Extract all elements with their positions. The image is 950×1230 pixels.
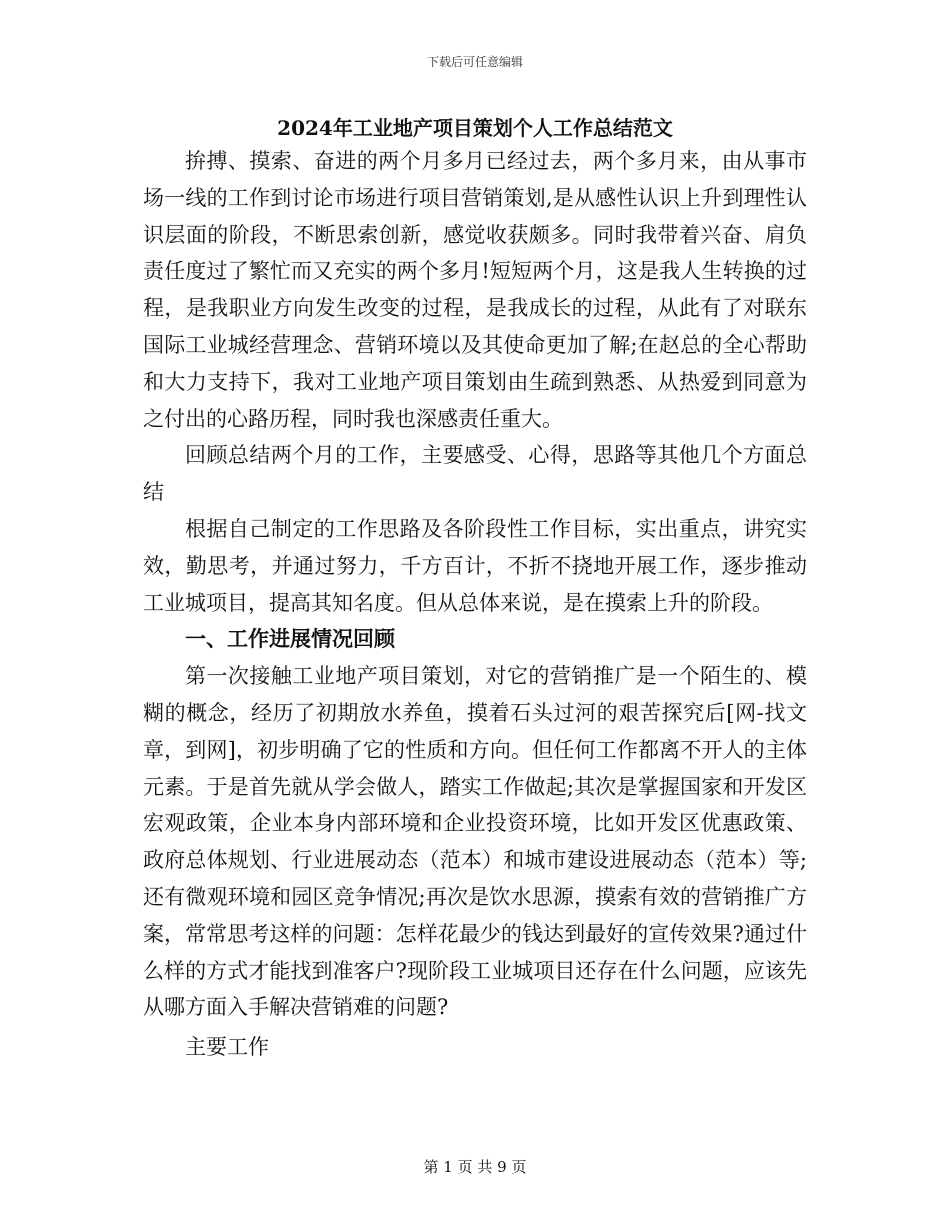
header-note: 下载后可任意编辑 — [426, 55, 523, 69]
paragraph-review-summary: 回顾总结两个月的工作，主要感受、心得，思路等其他几个方面总结 — [143, 443, 807, 505]
paragraph-progress-detail: 第一次接触工业地产项目策划，对它的营销推广是一个陌生的、模糊的概念，经历了初期放水养鱼，摸着石头过河的艰苦探究后[网-找文章，到网]，初步明确了它的性质和方向。但任何工作都离不开人的主体元素。于是首先就从学会做人，踏实工作做起;其次是掌握国家和开发区宏观政策，企业本身内部环境和企业投资环境，比如开发区优惠政策、政府总体规划、行业进展动态（范本）和城市建设进展动态（范本）等;还有微观环境和园区竞争情况;再次是饮水思源，摸索有效的营销推广方案，常常思考这样的问题：怎样花最少的钱达到最好的宣传效果?通过什么样的方式才能找到准客户?现阶段工业城项目还存在什么问题，应该先从哪方面入手解决营销难的问题? — [143, 664, 807, 1020]
paragraph-main-work: 主要工作 — [185, 1035, 269, 1060]
section-heading-progress: 一、工作进展情况回顾 — [185, 626, 395, 652]
page-number: 第 1 页 共 9 页 — [423, 1158, 527, 1176]
document-body — [143, 143, 807, 1066]
document-title: 2024年工业地产项目策划个人工作总结范文 — [277, 116, 673, 140]
paragraph-intro: 拚搏、摸索、奋进的两个月多月已经过去，两个多月来，由从事市场一线的工作到讨论市场进行项目营销策划,是从感性认识上升到理性认识层面的阶段，不断思索创新，感觉收获颇多。同时我带着兴奋、肩负责任度过了繁忙而又充实的两个多月!短短两个月，这是我人生转换的过程，是我职业方向发生改变的过程，是我成长的过程，从此有了对联东国际工业城经营理念、营销环境以及其使命更加了解;在赵总的全心帮助和大力支持下，我对工业地产项目策划由生疏到熟悉、从热爱到同意为之付出的心路历程，同时我也深感责任重大。 — [143, 149, 807, 431]
paragraph-work-approach: 根据自己制定的工作思路及各阶段性工作目标，实出重点，讲究实效，勤思考，并通过努力，千方百计，不折不挠地开展工作，逐步推动工业城项目，提高其知名度。但从总体来说，是在摸索上升的阶段。 — [143, 516, 807, 615]
